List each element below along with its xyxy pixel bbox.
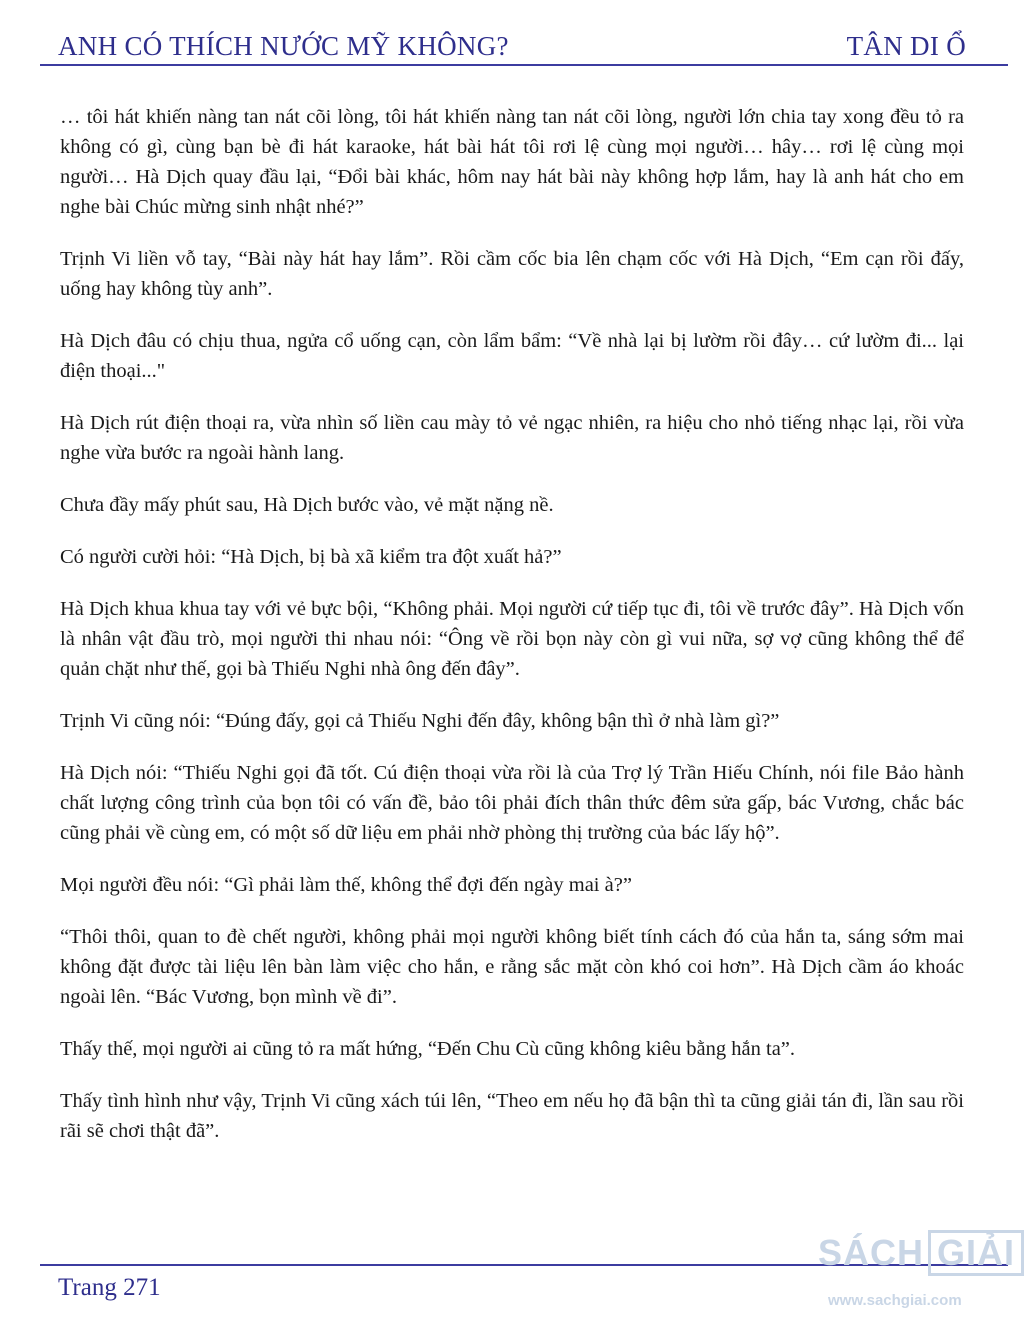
watermark-brand-part1: SÁCH xyxy=(818,1232,925,1273)
author-name: TÂN DI Ổ xyxy=(846,31,966,61)
page-body xyxy=(60,102,964,1168)
watermark-brand-part2: GIẢI xyxy=(928,1230,1024,1276)
paragraph: Hà Dịch nói: “Thiếu Nghi gọi đã tốt. Cú điện thoại vừa rồi là của Trợ lý Trần Hiếu Chính, nói file Bảo hành chất lượng công trình của bọn tôi có vấn đề, bảo tôi phải đích thân thức đêm sửa gấp, bác Vương, chắc bác cũng phải về cùng em, có một số dữ liệu em phải nhờ phòng thị trường của bác lấy hộ”. xyxy=(60,762,964,844)
paragraph: Trịnh Vi liền vỗ tay, “Bài này hát hay lắm”. Rồi cầm cốc bia lên chạm cốc với Hà Dịch, “Em cạn rồi đấy, uống hay không tùy anh”. xyxy=(60,248,964,300)
paragraph: “Thôi thôi, quan to đè chết người, không phải mọi người không biết tính cách đó của hắn ta, sáng sớm mai không đặt được tài liệu lên bàn làm việc cho hắn, e rằng sắc mặt còn khó coi hơn”. Hà Dịch cầm áo khoác ngoài lên. “Bác Vương, bọn mình về đi”. xyxy=(60,926,964,1008)
paragraph: Hà Dịch khua khua tay với vẻ bực bội, “Không phải. Mọi người cứ tiếp tục đi, tôi về trước đây”. Hà Dịch vốn là nhân vật đầu trò, mọi người thi nhau nói: “Ông về rồi bọn này còn gì vui nữa, sợ vợ cũng không thể để quản chặt như thế, gọi bà Thiếu Nghi nhà ông đến đây”. xyxy=(60,598,964,680)
paragraph: Mọi người đều nói: “Gì phải làm thế, không thể đợi đến ngày mai à?” xyxy=(60,874,632,896)
book-title: ANH CÓ THÍCH NƯỚC MỸ KHÔNG? xyxy=(58,31,509,61)
paragraph: Thấy thế, mọi người ai cũng tỏ ra mất hứng, “Đến Chu Cù cũng không kiêu bằng hắn ta”. xyxy=(60,1038,796,1060)
paragraph: Chưa đầy mấy phút sau, Hà Dịch bước vào, vẻ mặt nặng nề. xyxy=(60,494,554,516)
paragraph: Hà Dịch rút điện thoại ra, vừa nhìn số liền cau mày tỏ vẻ ngạc nhiên, ra hiệu cho nhỏ tiếng nhạc lại, rồi vừa nghe vừa bước ra ngoài hành lang. xyxy=(60,412,964,464)
header-divider xyxy=(40,64,1008,66)
paragraph: Hà Dịch đâu có chịu thua, ngửa cổ uống cạn, còn lẩm bẩm: “Về nhà lại bị lườm rồi đây… cứ lườm đi... lại điện thoại..." xyxy=(60,330,964,382)
watermark-brand xyxy=(818,1230,1024,1276)
paragraph: Thấy tình hình như vậy, Trịnh Vi cũng xách túi lên, “Theo em nếu họ đã bận thì ta cũng giải tán đi, lần sau rồi rãi sẽ chơi thật đã”. xyxy=(60,1090,964,1142)
paragraph: … tôi hát khiến nàng tan nát cõi lòng, tôi hát khiến nàng tan nát cõi lòng, người lớn chia tay xong đều tỏ ra không có gì, cùng bạn bè đi hát karaoke, hát bài hát tôi rơi lệ cùng mọi người… hây… rơi lệ cùng mọi người… Hà Dịch quay đầu lại, “Đổi bài khác, hôm nay hát bài này không hợp lắm, hay là anh hát cho em nghe bài Chúc mừng sinh nhật nhé?” xyxy=(60,106,964,218)
watermark-url: www.sachgiai.com xyxy=(828,1292,962,1309)
page-number: Trang 271 xyxy=(58,1274,161,1301)
watermark-logo xyxy=(818,1226,1024,1318)
paragraph: Có người cười hỏi: “Hà Dịch, bị bà xã kiểm tra đột xuất hả?” xyxy=(60,546,562,568)
paragraph: Trịnh Vi cũng nói: “Đúng đấy, gọi cả Thiếu Nghi đến đây, không bận thì ở nhà làm gì?” xyxy=(60,710,780,732)
page-header xyxy=(58,26,966,62)
